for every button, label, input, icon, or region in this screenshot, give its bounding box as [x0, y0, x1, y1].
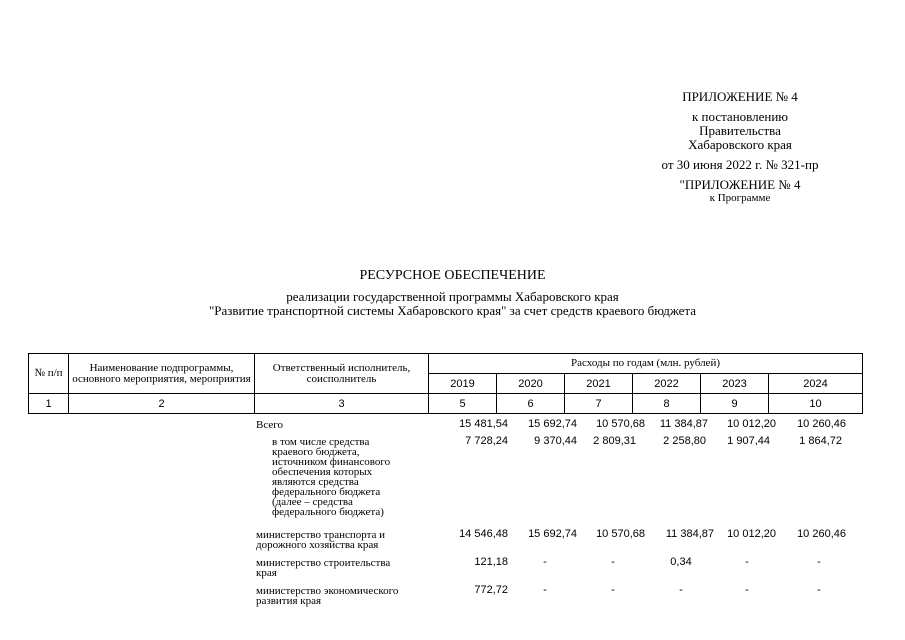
appendix-line: к Программе [709, 192, 771, 204]
header-expenses: Расходы по годам (млн. рублей) [429, 354, 863, 374]
value-2023: 1 907,44 [727, 435, 770, 447]
value-2019: 7 728,24 [465, 435, 508, 447]
header-year: 2019 [429, 374, 497, 394]
appendix-line: Правительства [699, 123, 781, 138]
value-2020: 15 692,74 [528, 418, 577, 430]
column-number: 10 [769, 394, 863, 414]
value-2019: 772,72 [474, 584, 508, 596]
value-2021: 10 570,68 [596, 528, 645, 540]
value-2021: - [611, 556, 615, 568]
row-label: министерство строительства края [256, 557, 391, 579]
value-2022: 11 384,87 [665, 528, 714, 540]
value-2019: 15 481,54 [459, 418, 508, 430]
header-year: 2022 [633, 374, 701, 394]
row-label: Всего [256, 419, 283, 431]
column-number: 8 [633, 394, 701, 414]
value-2022: 2 258,80 [663, 435, 706, 447]
appendix-title-2: "ПРИЛОЖЕНИЕ № 4 [679, 177, 801, 192]
appendix-line: Хабаровского края [688, 137, 792, 152]
value-2024: - [817, 584, 821, 596]
value-2020: 9 370,44 [534, 435, 577, 447]
header-num: № п/п [29, 354, 69, 394]
value-2024: - [817, 556, 821, 568]
column-number: 6 [497, 394, 565, 414]
value-2023: - [745, 556, 749, 568]
value-2022: - [679, 584, 683, 596]
row-label: министерство транспорта и дорожного хозяйства края [256, 529, 386, 551]
appendix-block [620, 90, 860, 204]
header-year: 2024 [769, 374, 863, 394]
value-2024: 1 864,72 [799, 435, 842, 447]
column-number: 9 [701, 394, 769, 414]
value-2024: 10 260,46 [797, 528, 846, 540]
header-year: 2021 [565, 374, 633, 394]
value-2021: 2 809,31 [593, 435, 636, 447]
value-2020: - [543, 584, 547, 596]
appendix-line: к постановлению [691, 109, 789, 124]
value-2021: - [611, 584, 615, 596]
table-header [28, 353, 863, 414]
value-2020: 15 692,74 [528, 528, 577, 540]
column-number: 7 [565, 394, 633, 414]
header-year: 2020 [497, 374, 565, 394]
column-number: 5 [429, 394, 497, 414]
value-2021: 10 570,68 [596, 418, 645, 430]
appendix-title: ПРИЛОЖЕНИЕ № 4 [682, 89, 798, 104]
value-2023: 10 012,20 [727, 528, 776, 540]
value-2020: - [543, 556, 547, 568]
document-title-block [0, 268, 905, 318]
header-executor: Ответственный исполнитель, соисполнитель [255, 354, 429, 394]
column-number: 3 [255, 394, 429, 414]
header-year: 2023 [701, 374, 769, 394]
value-2023: - [745, 584, 749, 596]
document-subtitle: "Развитие транспортной системы Хабаровского края" за счет средств краевого бюджета [208, 303, 697, 318]
value-2024: 10 260,46 [797, 418, 846, 430]
document-title: РЕСУРСНОЕ ОБЕСПЕЧЕНИЕ [359, 268, 546, 283]
row-label: министерство экономического развития края [256, 585, 399, 607]
column-number: 2 [69, 394, 255, 414]
value-2023: 10 012,20 [727, 418, 776, 430]
value-2019: 121,18 [474, 556, 508, 568]
appendix-date: от 30 июня 2022 г. № 321-пр [661, 157, 819, 172]
value-2019: 14 546,48 [459, 528, 508, 540]
row-label: в том числе средства краевого бюджета, источником финансового обеспечения которых являются средства федерального бюджета (далее – средства федерального бюджета) [272, 436, 391, 518]
header-name: Наименование подпрограммы, основного мероприятия, мероприятия [69, 354, 255, 394]
document-subtitle: реализации государственной программы Хабаровского края [286, 289, 619, 304]
value-2022: 11 384,87 [659, 418, 708, 430]
column-number: 1 [29, 394, 69, 414]
value-2022: 0,34 [670, 556, 692, 568]
